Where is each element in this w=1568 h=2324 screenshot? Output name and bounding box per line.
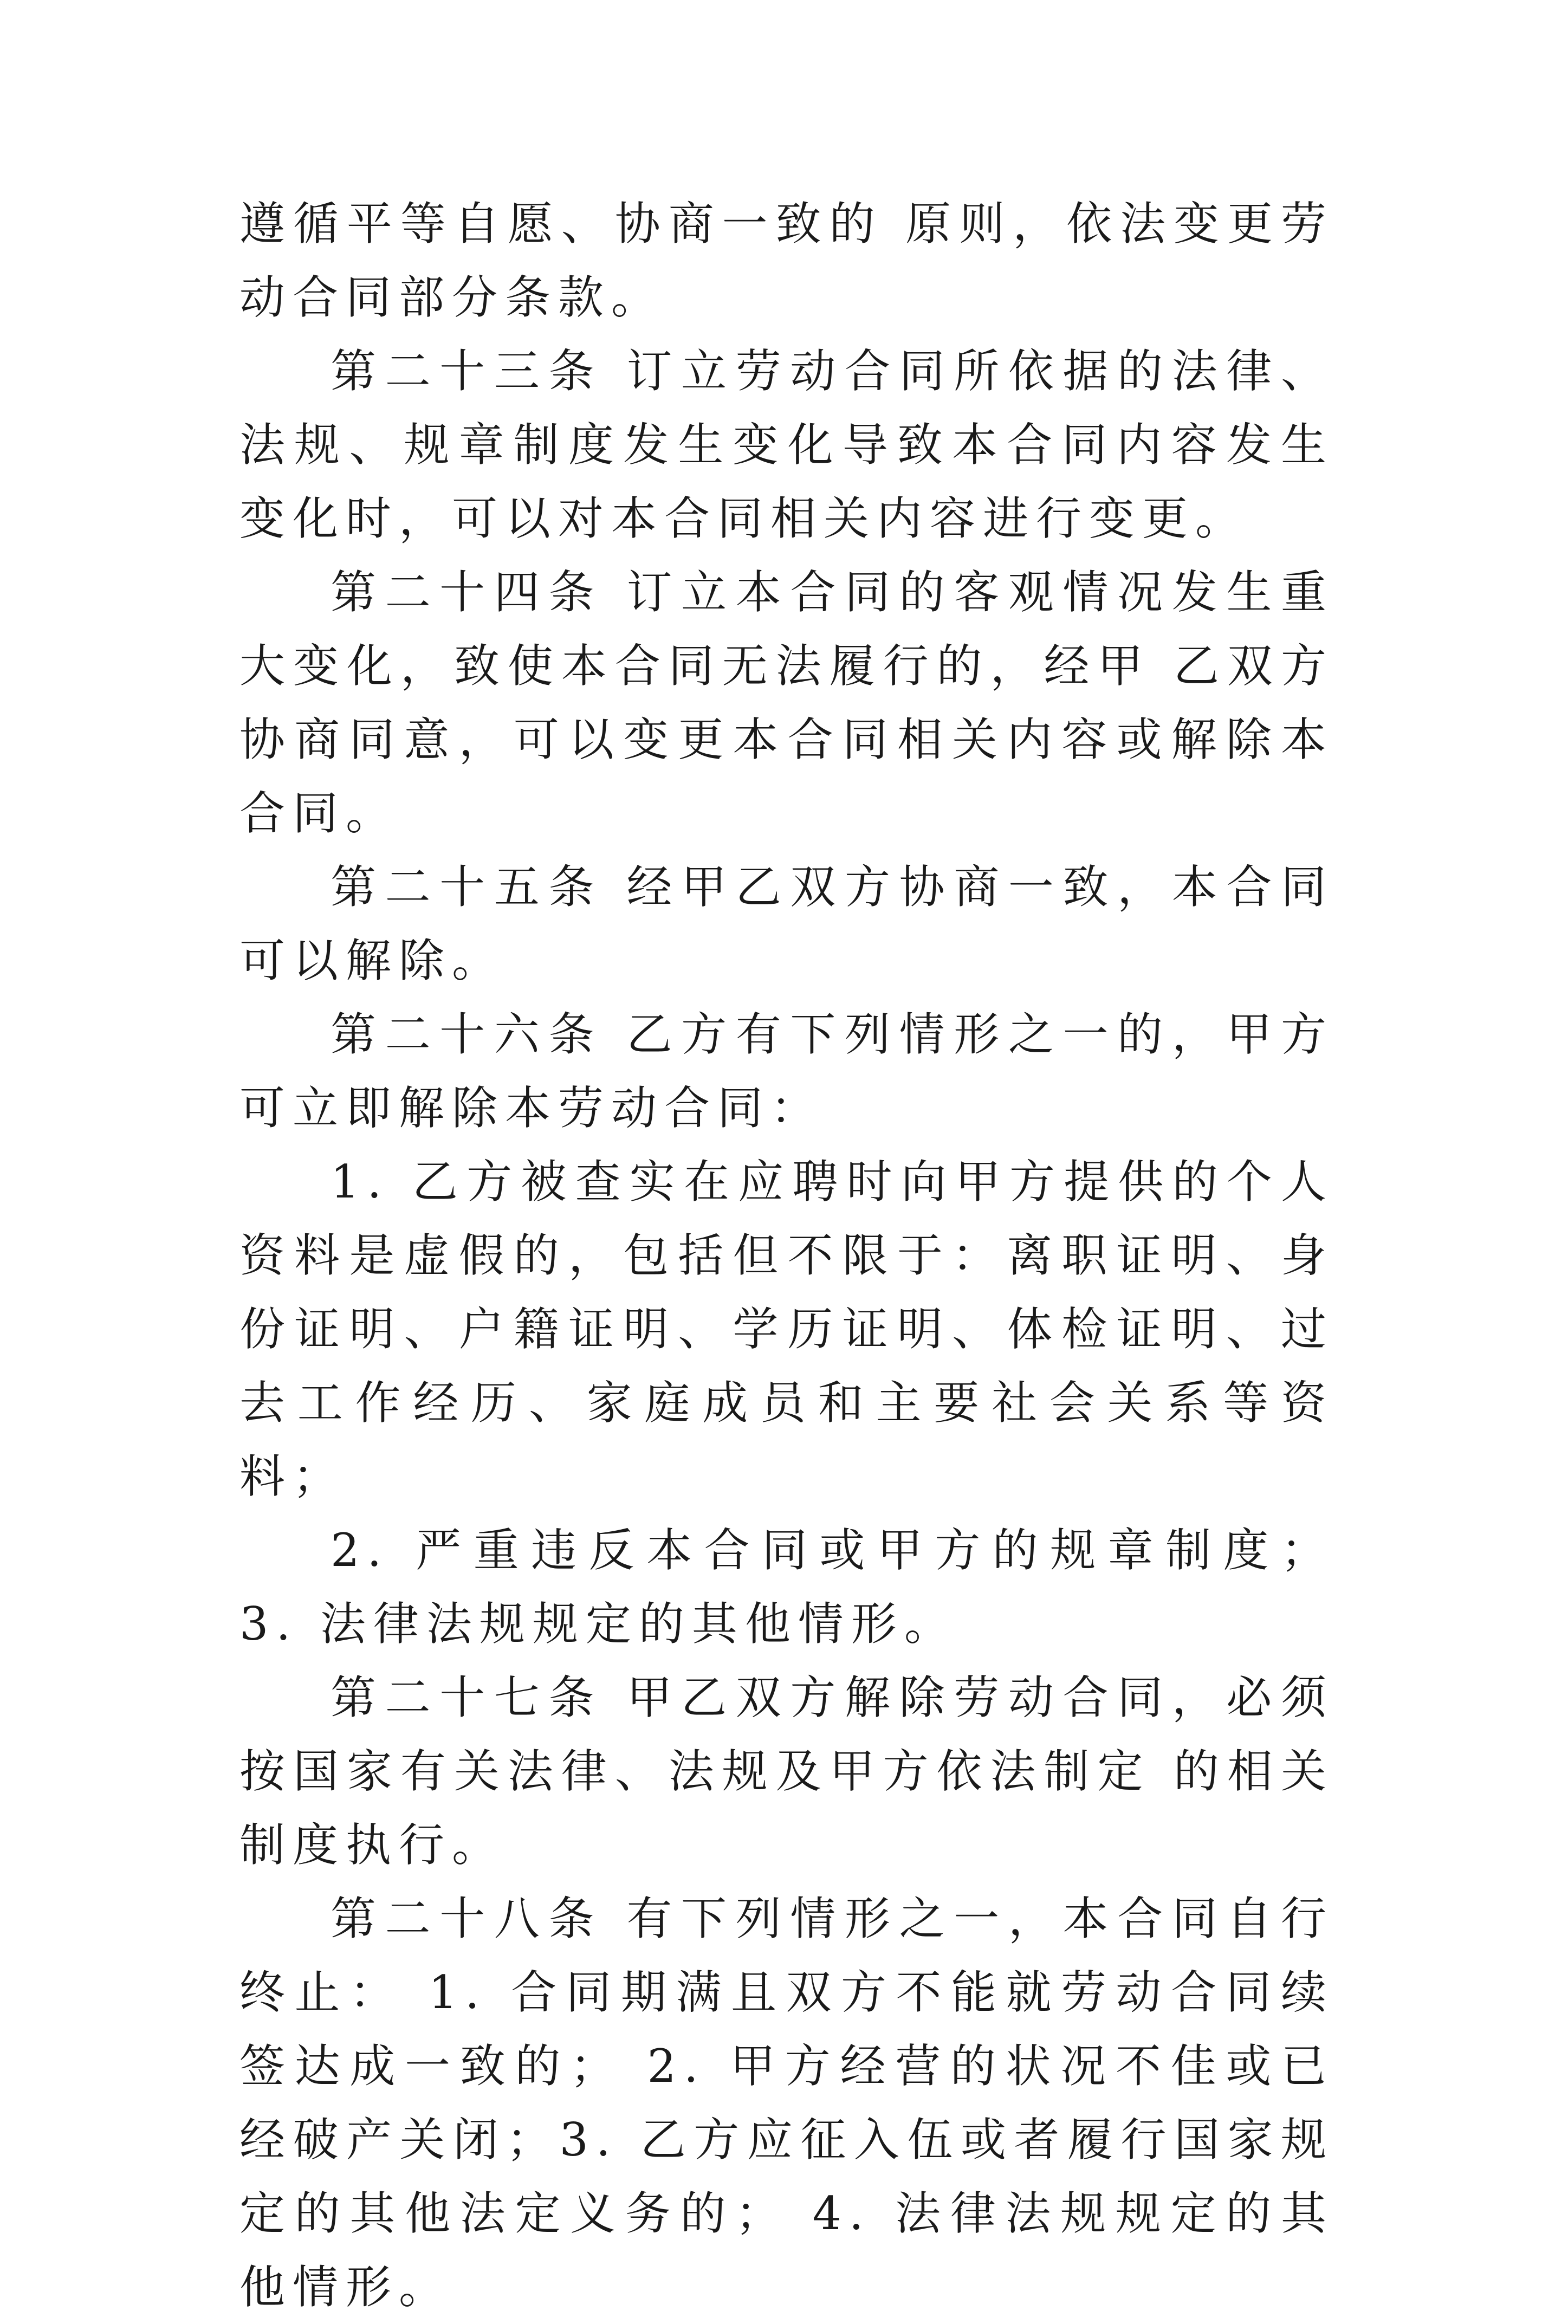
paragraph-article-28: 第二十八条 有下列情形之一，本合同自行终止： 1. 合同期满且双方不能就劳动合同续签达成一致的； 2. 甲方经营的状况不佳或已经破产关闭；3. 乙方应征入伍或者履行国家规定的其他法定义务的； 4. 法律法规规定的其他情形。 (239, 1892, 1334, 2314)
paragraph-article-26: 第二十六条 乙方有下列情形之一的，甲方可立即解除本劳动合同： (239, 1008, 1334, 1135)
paragraph-article-26-item-1: 1. 乙方被查实在应聘时向甲方提供的个人资料是虚假的，包括但不限于：离职证明、身份证明、户籍证明、学历证明、体检证明、过去工作经历、家庭成员和主要社会关系等资料； (239, 1155, 1334, 1503)
paragraph-article-26-items-2-3: 2. 严重违反本合同或甲方的规章制度； 3. 法律法规规定的其他情形。 (239, 1524, 1334, 1650)
paragraph-article-24: 第二十四条 订立本合同的客观情况发生重大变化，致使本合同无法履行的，经甲 乙双方协商同意，可以变更本合同相关内容或解除本合同。 (239, 566, 1334, 840)
paragraph-article-27: 第二十七条 甲乙双方解除劳动合同，必须按国家有关法律、法规及甲方依法制定 的相关制度执行。 (239, 1671, 1334, 1872)
paragraph-continuation: 遵循平等自愿、协商一致的 原则，依法变更劳动合同部分条款。 (239, 197, 1334, 324)
paragraph-article-25: 第二十五条 经甲乙双方协商一致，本合同可以解除。 (239, 860, 1334, 987)
paragraph-article-23: 第二十三条 订立劳动合同所依据的法律、法规、规章制度发生变化导致本合同内容发生变化时，可以对本合同相关内容进行变更。 (239, 345, 1334, 545)
contract-body-text (239, 187, 1334, 2324)
